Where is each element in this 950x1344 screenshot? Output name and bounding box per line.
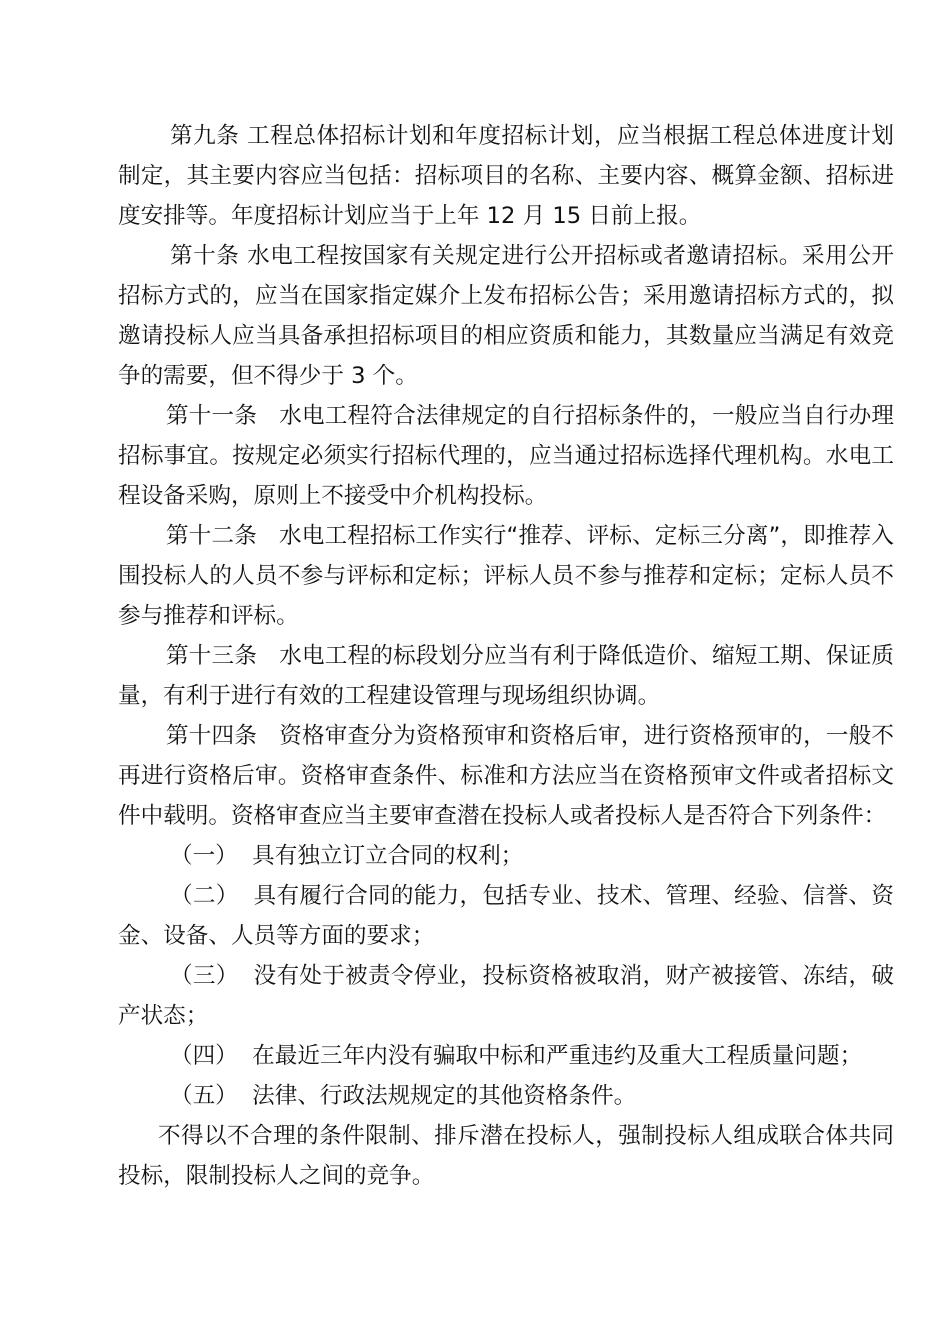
list-item-text: 没有处于被责令停业，投标资格被取消，财产被接管、冻结，破产状态； (118, 963, 895, 1029)
list-item-label: （三） (170, 963, 239, 989)
article-9-text: 工程总体招标计划和年度招标计划，应当根据工程总体进度计划制定，其主要内容应当包括：招标项目的名称、主要内容、概算金额、招标进度安排等。年度招标计划应当于上年 12 月 15 日前上报。 (118, 123, 895, 229)
article-11-text: 水电工程符合法律规定的自行招标条件的，一般应当自行办理招标事宜。按规定必须实行招标代理的，应当通过招标选择代理机构。水电工程设备采购，原则上不接受中介机构投标。 (118, 403, 895, 509)
article-14-heading: 第十四条 (166, 723, 258, 749)
article-12-text: 水电工程招标工作实行“推荐、评标、定标三分离”，即推荐入围投标人的人员不参与评标和定标；评标人员不参与推荐和定标；定标人员不参与推荐和评标。 (118, 523, 895, 629)
article-11 (118, 396, 894, 516)
article-11-heading: 第十一条 (166, 403, 258, 429)
list-item-2 (118, 876, 894, 956)
list-item-label: （二） (170, 883, 239, 909)
list-item-text: 在最近三年内没有骗取中标和严重违约及重大工程质量问题； (252, 1043, 863, 1069)
list-item-label: （一） (170, 843, 238, 869)
list-item-3 (118, 956, 894, 1036)
article-13-heading: 第十三条 (166, 643, 258, 669)
list-item-5 (118, 1076, 894, 1116)
article-13-text: 水电工程的标段划分应当有利于降低造价、缩短工期、保证质量，有利于进行有效的工程建设管理与现场组织协调。 (118, 643, 895, 709)
article-14 (118, 716, 894, 836)
article-12 (118, 516, 894, 636)
article-12-heading: 第十二条 (166, 523, 257, 549)
article-10-text: 水电工程按国家有关规定进行公开招标或者邀请招标。采用公开招标方式的，应当在国家指定媒介上发布招标公告；采用邀请招标方式的，拟邀请投标人应当具备承担招标项目的相应资质和能力，其数量应当满足有效竞争的需要，但不得少于 3 个。 (118, 243, 895, 389)
closing-paragraph: 不得以不合理的条件限制、排斥潜在投标人，强制投标人组成联合体共同投标，限制投标人之间的竞争。 (118, 1123, 894, 1189)
article-14-text: 资格审查分为资格预审和资格后审，进行资格预审的，一般不再进行资格后审。资格审查条件、标准和方法应当在资格预审文件或者招标文件中载明。资格审查应当主要审查潜在投标人或者投标人是否符合下列条件： (118, 723, 895, 829)
list-item-text: 具有独立订立合同的权利； (252, 843, 524, 869)
article-9-heading: 第九条 (170, 123, 240, 149)
document-page (118, 116, 894, 1196)
article-13 (118, 636, 894, 716)
article-10 (118, 236, 894, 396)
article-9 (118, 116, 894, 236)
list-item-label: （五） (170, 1083, 238, 1109)
list-item-text: 法律、行政法规规定的其他资格条件。 (252, 1083, 637, 1109)
list-item-text: 具有履行合同的能力，包括专业、技术、管理、经验、信誉、资金、设备、人员等方面的要求； (118, 883, 895, 949)
list-item-label: （四） (170, 1043, 238, 1069)
article-10-heading: 第十条 (170, 243, 240, 269)
list-item-1 (118, 836, 894, 876)
list-item-4 (118, 1036, 894, 1076)
